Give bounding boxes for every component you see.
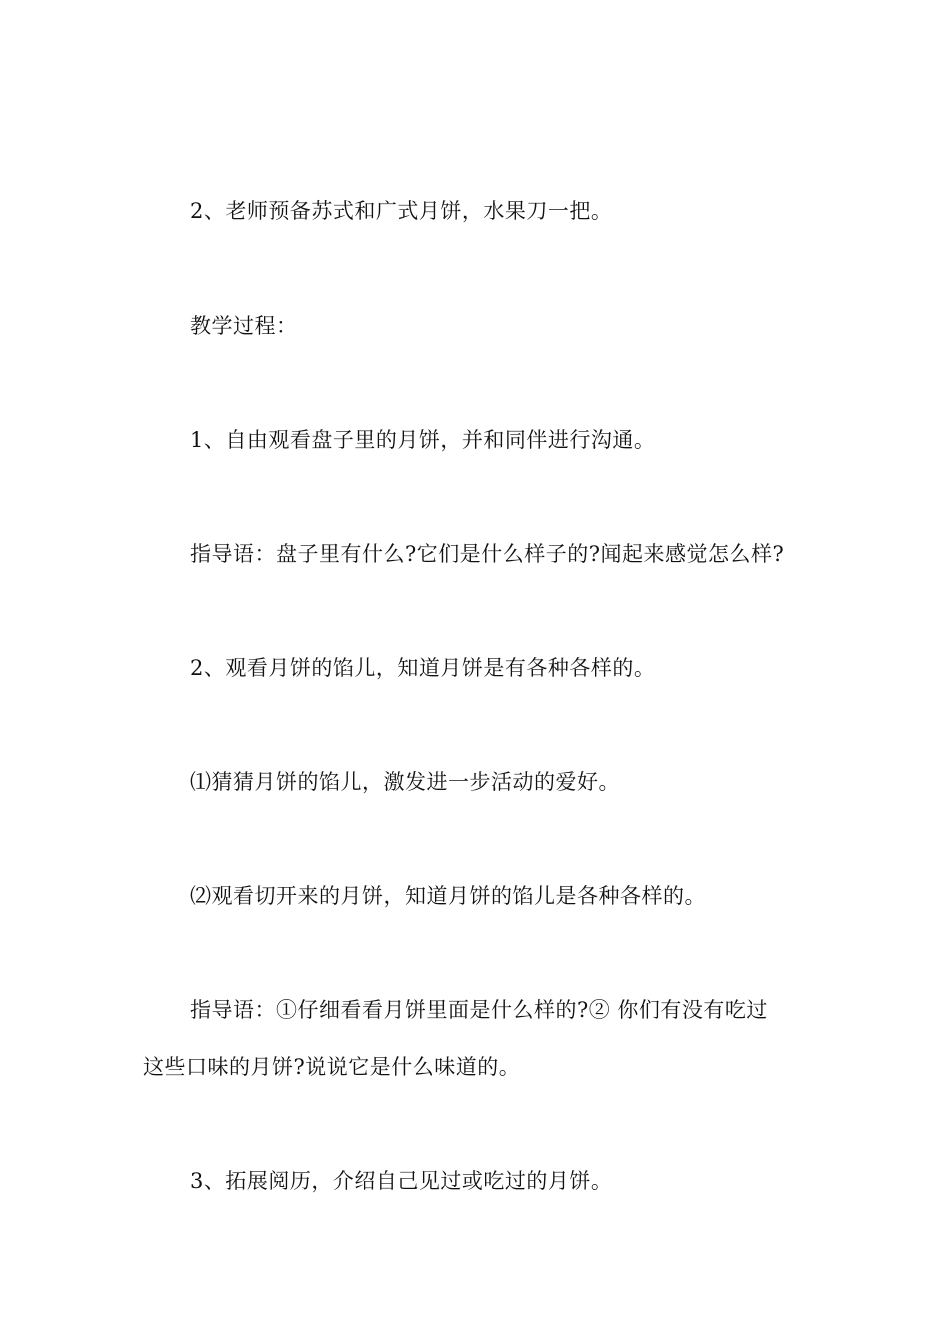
paragraph-teaching-process-heading: 教学过程： (190, 314, 298, 338)
paragraph-step-1: 1、自由观看盘子里的月饼，并和同伴进行沟通。 (190, 428, 656, 452)
paragraph-guide-2-line-1: 指导语：①仔细看看月饼里面是什么样的?② 你们有没有吃过 (190, 998, 768, 1022)
paragraph-step-2-sub-2: ⑵观看切开来的月饼，知道月饼的馅儿是各种各样的。 (190, 884, 706, 908)
paragraph-guide-1: 指导语：盘子里有什么?它们是什么样子的?闻起来感觉怎么样? (190, 542, 785, 566)
paragraph-guide-2-line-2: 这些口味的月饼?说说它是什么味道的。 (143, 1055, 521, 1079)
paragraph-teacher-prep: 2、老师预备苏式和广式月饼，水果刀一把。 (190, 199, 613, 223)
paragraph-step-2-sub-1: ⑴猜猜月饼的馅儿，激发进一步活动的爱好。 (190, 770, 620, 794)
paragraph-step-3: 3、拓展阅历，介绍自己见过或吃过的月饼。 (190, 1169, 613, 1193)
paragraph-step-2: 2、观看月饼的馅儿，知道月饼是有各种各样的。 (190, 656, 656, 680)
